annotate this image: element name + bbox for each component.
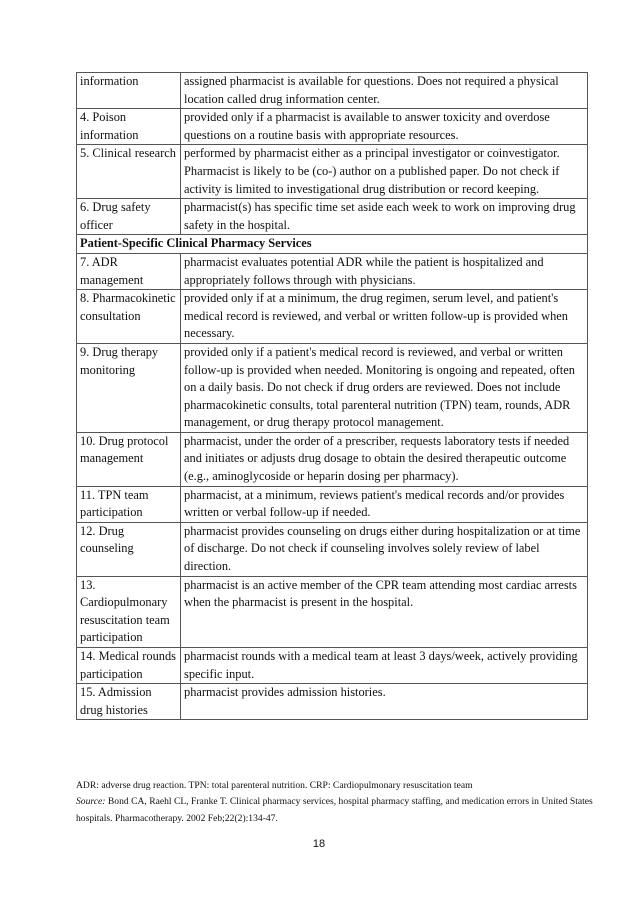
page-number: 18 bbox=[312, 838, 326, 850]
table-row bbox=[77, 253, 588, 289]
service-description-cell: provided only if a patient's medical record is reviewed, and verbal or written follow-up is provided when needed. Monitoring is ongoing and repeated, often on a daily basis. Do not check if drug orders are reviewed. Does not include pharmacokinetic consults, total parenteral nutrition (TPN) team, rounds, ADR management, or drug therapy protocol management. bbox=[181, 343, 588, 432]
service-description-cell: pharmacist provides admission histories. bbox=[181, 684, 588, 720]
service-description-cell: performed by pharmacist either as a principal investigator or coinvestigator. Pharmacist is likely to be (co-) author on a published paper. Do not check if activity is limited to investigational drug distribution or record keeping. bbox=[181, 145, 588, 199]
service-description-cell: provided only if a pharmacist is available to answer toxicity and overdose questions on a routine basis with appropriate resources. bbox=[181, 109, 588, 145]
table-row bbox=[77, 343, 588, 432]
table-row bbox=[77, 73, 588, 109]
source-text: Bond CA, Raehl CL, Franke T. Clinical pharmacy services, hospital pharmacy staffing, and medication errors in United States hospitals. Pharmacotherapy. 2002 Feb;22(2):134-47. bbox=[76, 796, 593, 824]
service-description-cell: provided only if at a minimum, the drug regimen, serum level, and patient's medical record is reviewed, and verbal or written follow-up is provided when necessary. bbox=[181, 290, 588, 344]
table-row bbox=[77, 576, 588, 647]
service-name-cell: information bbox=[77, 73, 181, 109]
service-name-cell: 12. Drug counseling bbox=[77, 522, 181, 576]
service-description-cell: pharmacist(s) has specific time set aside each week to work on improving drug safety in the hospital. bbox=[181, 199, 588, 235]
service-name-cell: 14. Medical rounds participation bbox=[77, 648, 181, 684]
section-header-row bbox=[77, 235, 588, 254]
table-row bbox=[77, 522, 588, 576]
service-description-cell: assigned pharmacist is available for questions. Does not required a physical location called drug information center. bbox=[181, 73, 588, 109]
table-row bbox=[77, 648, 588, 684]
services-table-container bbox=[76, 72, 588, 720]
source-citation bbox=[76, 794, 596, 827]
service-name-cell: 4. Poison information bbox=[77, 109, 181, 145]
service-name-cell: 8. Pharmacokinetic consultation bbox=[77, 290, 181, 344]
service-name-cell: 10. Drug protocol management bbox=[77, 432, 181, 486]
service-description-cell: pharmacist rounds with a medical team at least 3 days/week, actively providing specific input. bbox=[181, 648, 588, 684]
section-header: Patient-Specific Clinical Pharmacy Services bbox=[77, 235, 588, 254]
table-row bbox=[77, 486, 588, 522]
service-name-cell: 7. ADR management bbox=[77, 253, 181, 289]
service-name-cell: 5. Clinical research bbox=[77, 145, 181, 199]
table-row bbox=[77, 109, 588, 145]
service-description-cell: pharmacist, at a minimum, reviews patient's medical records and/or provides written or verbal follow-up if needed. bbox=[181, 486, 588, 522]
service-name-cell: 9. Drug therapy monitoring bbox=[77, 343, 181, 432]
service-name-cell: 13. Cardiopulmonary resuscitation team participation bbox=[77, 576, 181, 647]
service-name-cell: 15. Admission drug histories bbox=[77, 684, 181, 720]
table-row bbox=[77, 145, 588, 199]
table-row bbox=[77, 684, 588, 720]
abbreviations-note: ADR: adverse drug reaction. TPN: total parenteral nutrition. CRP: Cardiopulmonary resuscitation team bbox=[76, 780, 473, 791]
service-description-cell: pharmacist evaluates potential ADR while the patient is hospitalized and appropriately follows through with physicians. bbox=[181, 253, 588, 289]
table-row bbox=[77, 290, 588, 344]
table-footnotes bbox=[76, 778, 596, 827]
clinical-services-table bbox=[76, 72, 588, 720]
service-name-cell: 6. Drug safety officer bbox=[77, 199, 181, 235]
service-description-cell: pharmacist, under the order of a prescriber, requests laboratory tests if needed and initiates or adjusts drug dosage to obtain the desired therapeutic outcome (e.g., aminoglycoside or heparin dosing per pharmacy). bbox=[181, 432, 588, 486]
source-label: Source: bbox=[76, 796, 106, 808]
service-name-cell: 11. TPN team participation bbox=[77, 486, 181, 522]
service-description-cell: pharmacist is an active member of the CPR team attending most cardiac arrests when the pharmacist is present in the hospital. bbox=[181, 576, 588, 647]
table-row bbox=[77, 199, 588, 235]
table-row bbox=[77, 432, 588, 486]
service-description-cell: pharmacist provides counseling on drugs either during hospitalization or at time of discharge. Do not check if counseling involves solely review of label direction. bbox=[181, 522, 588, 576]
